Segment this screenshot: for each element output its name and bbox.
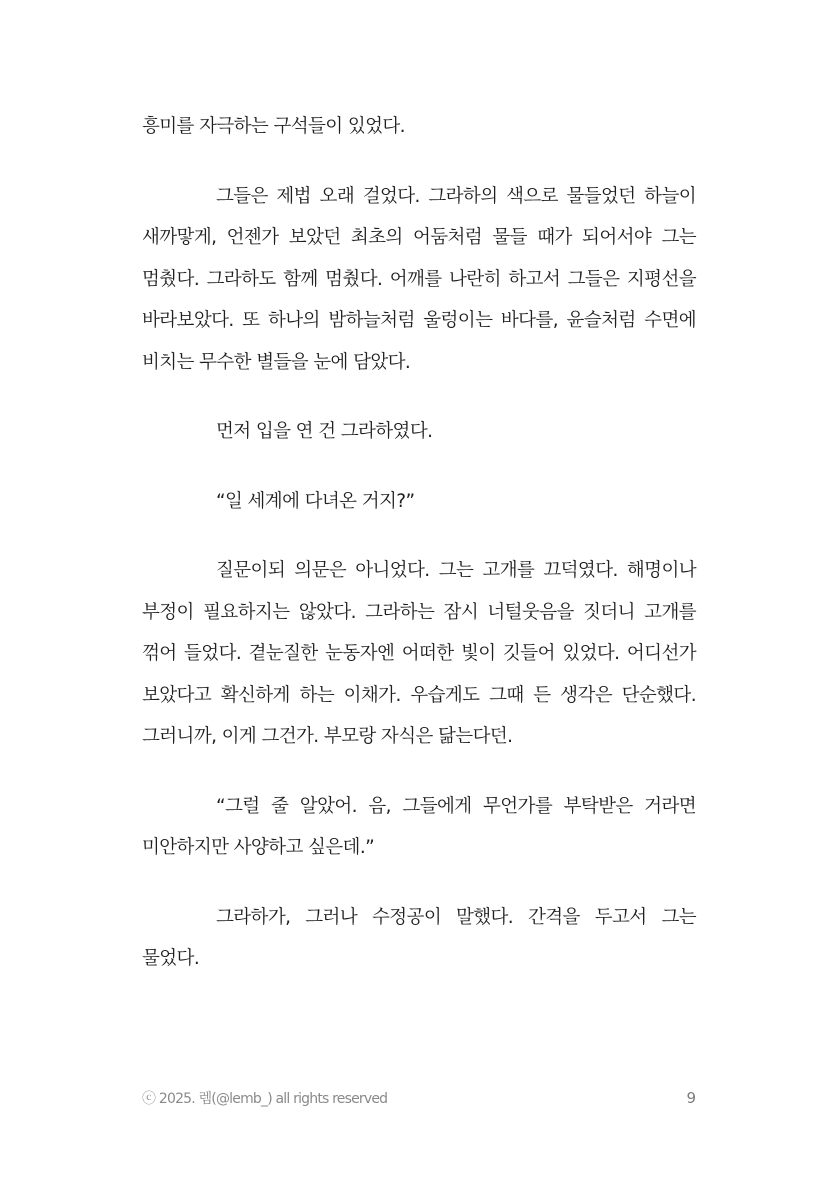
dialogue-line: “그럴 줄 알았어. 음, 그들에게 무언가를 부탁받은 거라면 미안하지만 사양하고 싶은데.” — [142, 795, 696, 858]
page-footer — [142, 1088, 696, 1108]
copyright-notice: ⓒ 2025. 렘(@lemb_) all rights reserved — [142, 1091, 388, 1107]
paragraph: 먼저 입을 연 건 그라하였다. — [216, 421, 433, 442]
paragraph: 그들은 제법 오래 걸었다. 그라하의 색으로 물들었던 하늘이 새까맣게, 언젠가 보았던 최초의 어둠처럼 물들 때가 되어서야 그는 멈췄다. 그라하도 함께 멈췄다. 어깨를 나란히 하고서 그들은 지평선을 바라보았다. 또 하나의 밤하늘처럼 울렁이는 바다를, 윤슬처럼 수면에 비치는 무수한 별들을 눈에 담았다. — [142, 185, 696, 373]
dialogue-line: “일 세계에 다녀온 거지?” — [216, 490, 415, 512]
paragraph: 질문이되 의문은 아니었다. 그는 고개를 끄덕였다. 해명이나 부정이 필요하지는 않았다. 그라하는 잠시 너털웃음을 짓더니 고개를 꺾어 들었다. 곁눈질한 눈동자엔 어떠한 빛이 깃들어 있었다. 어디선가 보았다고 확신하게 하는 이채가. 우습게도 그때 든 생각은 단순했다. 그러니까, 이게 그건가. 부모랑 자식은 닮는다던. — [142, 560, 696, 747]
page-number: 9 — [686, 1089, 696, 1107]
paragraph: 흥미를 자극하는 구석들이 있었다. — [142, 116, 405, 137]
paragraph: 그라하가, 그러나 수정공이 말했다. 간격을 두고서 그는 물었다. — [142, 906, 696, 969]
body-text — [142, 106, 696, 1008]
